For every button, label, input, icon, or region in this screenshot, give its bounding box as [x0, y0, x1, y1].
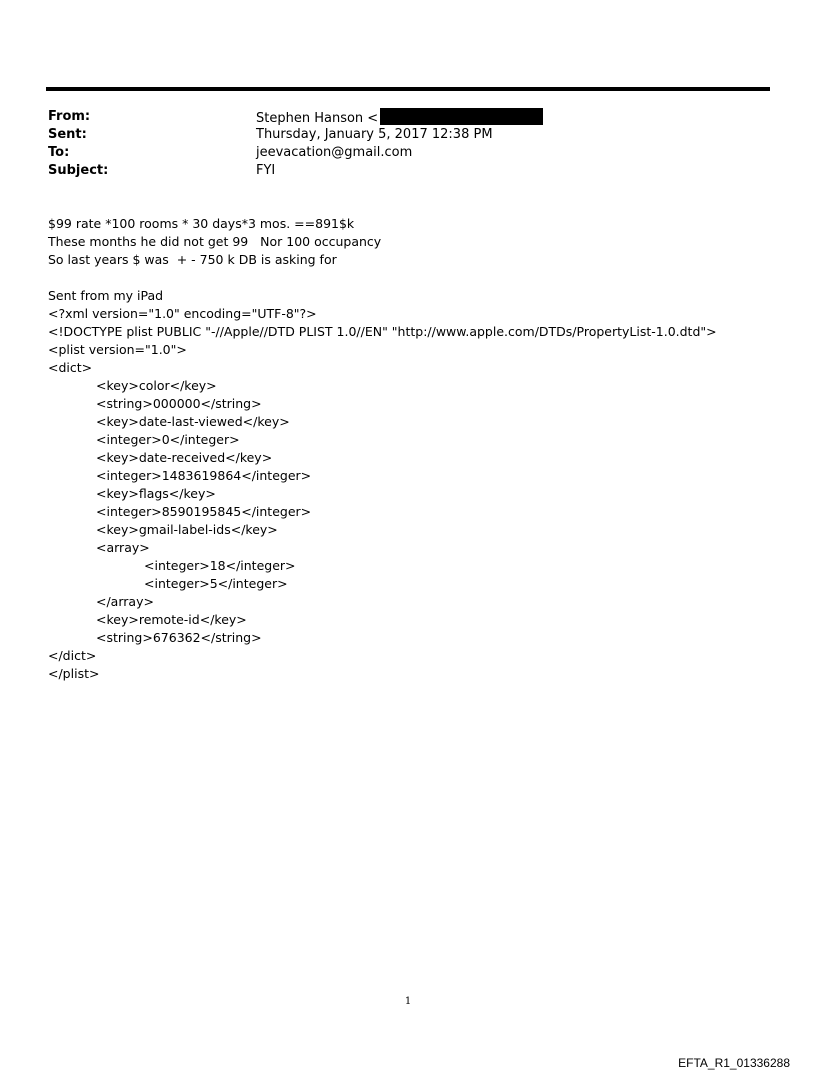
plist-line: <key>gmail-label-ids</key>: [96, 522, 278, 537]
plist-line: <integer>8590195845</integer>: [96, 504, 312, 519]
redaction-box: [380, 108, 543, 125]
plist-line: </array>: [96, 594, 154, 609]
email-header: [48, 108, 748, 180]
plist-line: <integer>0</integer>: [96, 432, 240, 447]
plist-line: <string>000000</string>: [96, 396, 262, 411]
message-line: So last years $ was + - 750 k DB is asking for: [48, 252, 337, 267]
from-name: Stephen Hanson <: [256, 111, 379, 126]
to-label: To:: [48, 145, 70, 160]
plist-line: <integer>5</integer>: [144, 576, 288, 591]
sent-row: [48, 126, 748, 144]
plist-line: <key>flags</key>: [96, 486, 216, 501]
message-line: $99 rate *100 rooms * 30 days*3 mos. ==891$k: [48, 216, 355, 231]
from-value: [256, 108, 543, 128]
message-line: These months he did not get 99 Nor 100 occupancy: [48, 234, 382, 249]
signature-line: Sent from my iPad: [48, 288, 164, 303]
plist-line: <key>date-received</key>: [96, 450, 273, 465]
subject-label: Subject:: [48, 163, 109, 178]
from-label: From:: [48, 109, 91, 124]
plist-line: <key>date-last-viewed</key>: [96, 414, 290, 429]
document-id: EFTA_R1_01336288: [678, 1056, 790, 1070]
subject-row: [48, 162, 748, 180]
plist-line: <string>676362</string>: [96, 630, 262, 645]
sent-value: Thursday, January 5, 2017 12:38 PM: [256, 127, 493, 142]
plist-line: <key>remote-id</key>: [96, 612, 247, 627]
plist-line: <dict>: [48, 360, 93, 375]
plist-line: <plist version="1.0">: [48, 342, 187, 357]
plist-line: <!DOCTYPE plist PUBLIC "-//Apple//DTD PLIST 1.0//EN" "http://www.apple.com/DTDs/PropertyList-1.0.dtd">: [48, 324, 717, 339]
plist-line: <integer>18</integer>: [144, 558, 296, 573]
plist-line: </plist>: [48, 666, 100, 681]
sent-label: Sent:: [48, 127, 87, 142]
blank-line: [48, 269, 788, 287]
to-value: jeevacation@gmail.com: [256, 145, 413, 160]
plist-line: <key>color</key>: [96, 378, 217, 393]
plist-line: </dict>: [48, 648, 97, 663]
page-number: 1: [404, 996, 412, 1007]
subject-value: FYI: [256, 163, 276, 178]
plist-line: <array>: [96, 540, 150, 555]
plist-line: <integer>1483619864</integer>: [96, 468, 312, 483]
header-rule: [46, 87, 770, 91]
email-body: [48, 215, 788, 683]
plist-line: <?xml version="1.0" encoding="UTF-8"?>: [48, 306, 317, 321]
from-row: [48, 108, 748, 126]
to-row: [48, 144, 748, 162]
